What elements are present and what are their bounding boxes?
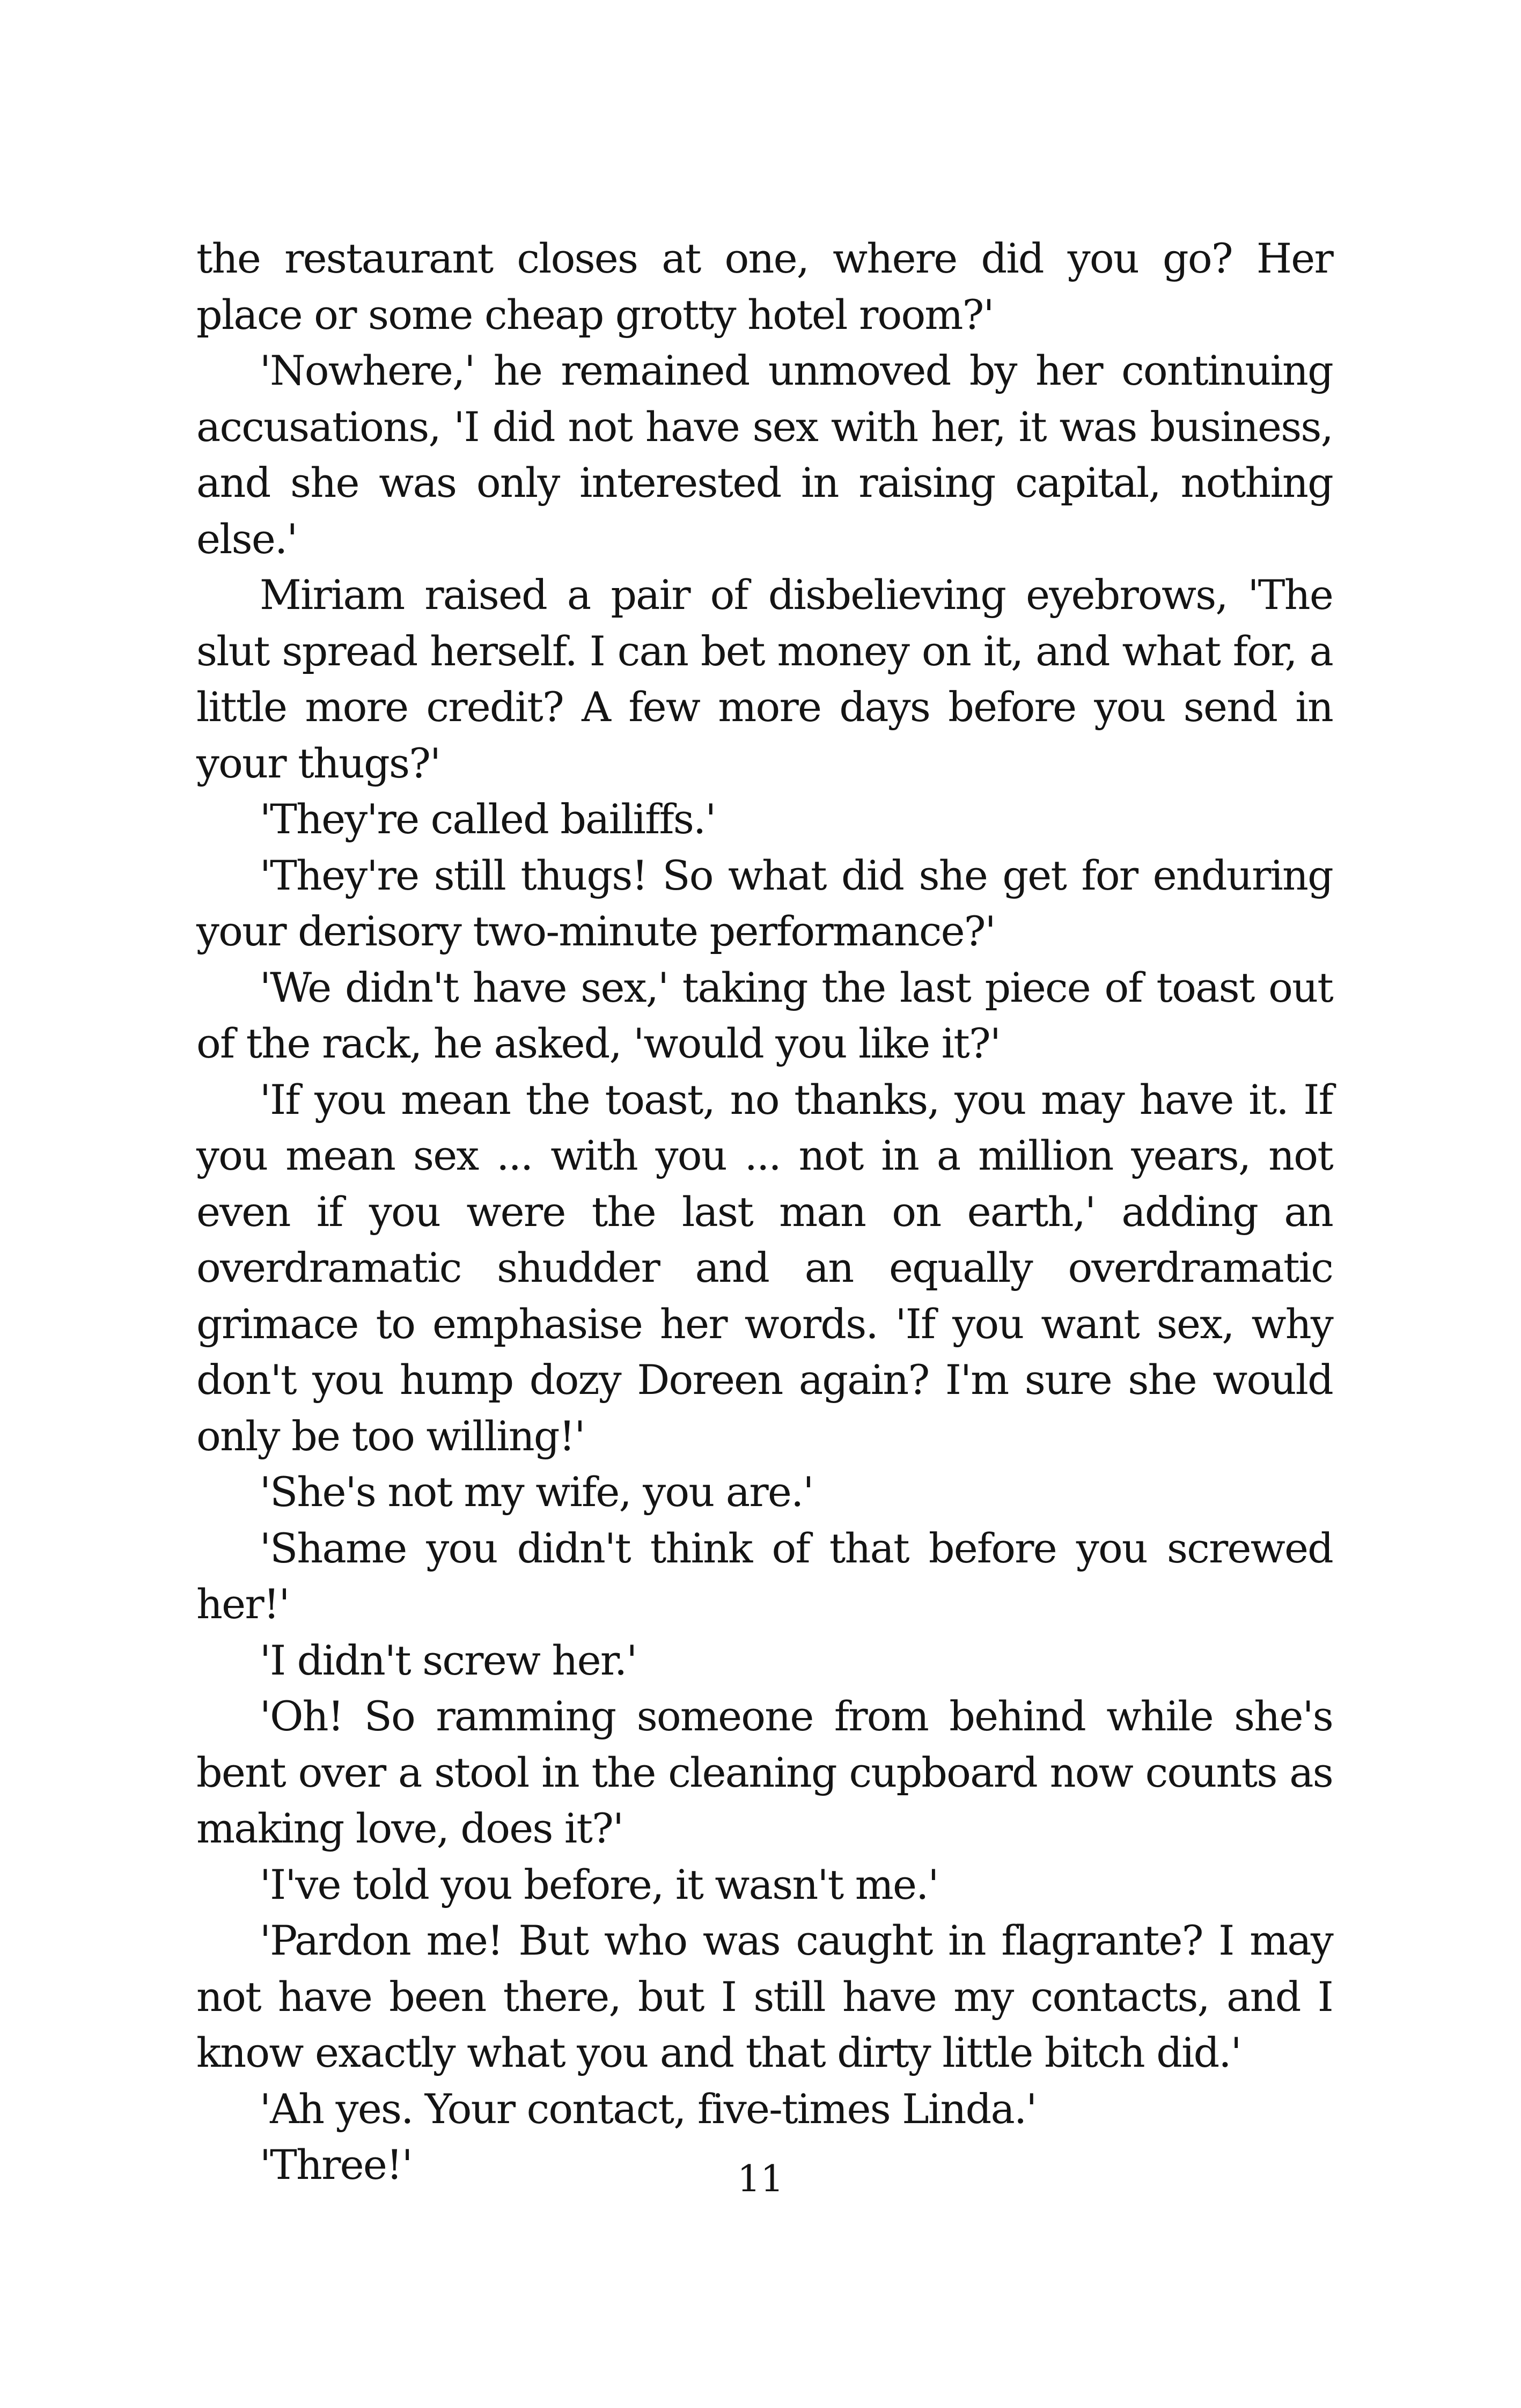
paragraph: 'They're called bailiffs.' — [260, 795, 716, 843]
paragraph: 'Oh! So ramming someone from behind while she's bent over a stool in the cleaning cupboard now counts as making love, does it?' — [196, 1692, 1333, 1852]
paragraph: 'I've told you before, it wasn't me.' — [260, 1860, 938, 1908]
body-text — [196, 231, 1333, 2193]
paragraph: 'We didn't have sex,' taking the last piece of toast out of the rack, he asked, 'would you like it?' — [196, 963, 1333, 1067]
paragraph: 'If you mean the toast, no thanks, you may have it. If you mean sex ... with you ... not in a million years, not even if you were the last man on earth,' adding an overdramatic shudder and an equally overdramatic grimace to emphasise her words. 'If you want sex, why don't you hump dozy Doreen again? I'm sure she would only be too willing!' — [196, 1075, 1333, 1460]
paragraph: 'Nowhere,' he remained unmoved by her continuing accusations, 'I did not have sex with her, it was business, and she was only interested in raising capital, nothing else.' — [196, 347, 1333, 563]
paragraph: 'Three!' — [260, 2141, 412, 2189]
paragraph: 'Pardon me! But who was caught in flagrante? I may not have been there, but I still have my contacts, and I know exactly what you and that dirty little bitch did.' — [196, 1917, 1333, 2076]
paragraph: 'I didn't screw her.' — [260, 1636, 637, 1684]
paragraph: 'Ah yes. Your contact, five-times Linda.' — [260, 2084, 1037, 2133]
page-number: 11 — [737, 2158, 784, 2200]
paragraph-continued: the restaurant closes at one, where did you go? Her place or some cheap grotty hotel room?' — [196, 234, 1333, 339]
paragraph: Miriam raised a pair of disbelieving eyebrows, 'The slut spread herself. I can bet money on it, and what for, a little more credit? A few more days before you send in your thugs?' — [196, 571, 1333, 787]
paragraph: 'Shame you didn't think of that before you screwed her!' — [196, 1524, 1333, 1628]
paragraph: 'They're still thugs! So what did she get for enduring your derisory two-minute performance?' — [196, 851, 1333, 955]
paragraph: 'She's not my wife, you are.' — [260, 1468, 813, 1516]
